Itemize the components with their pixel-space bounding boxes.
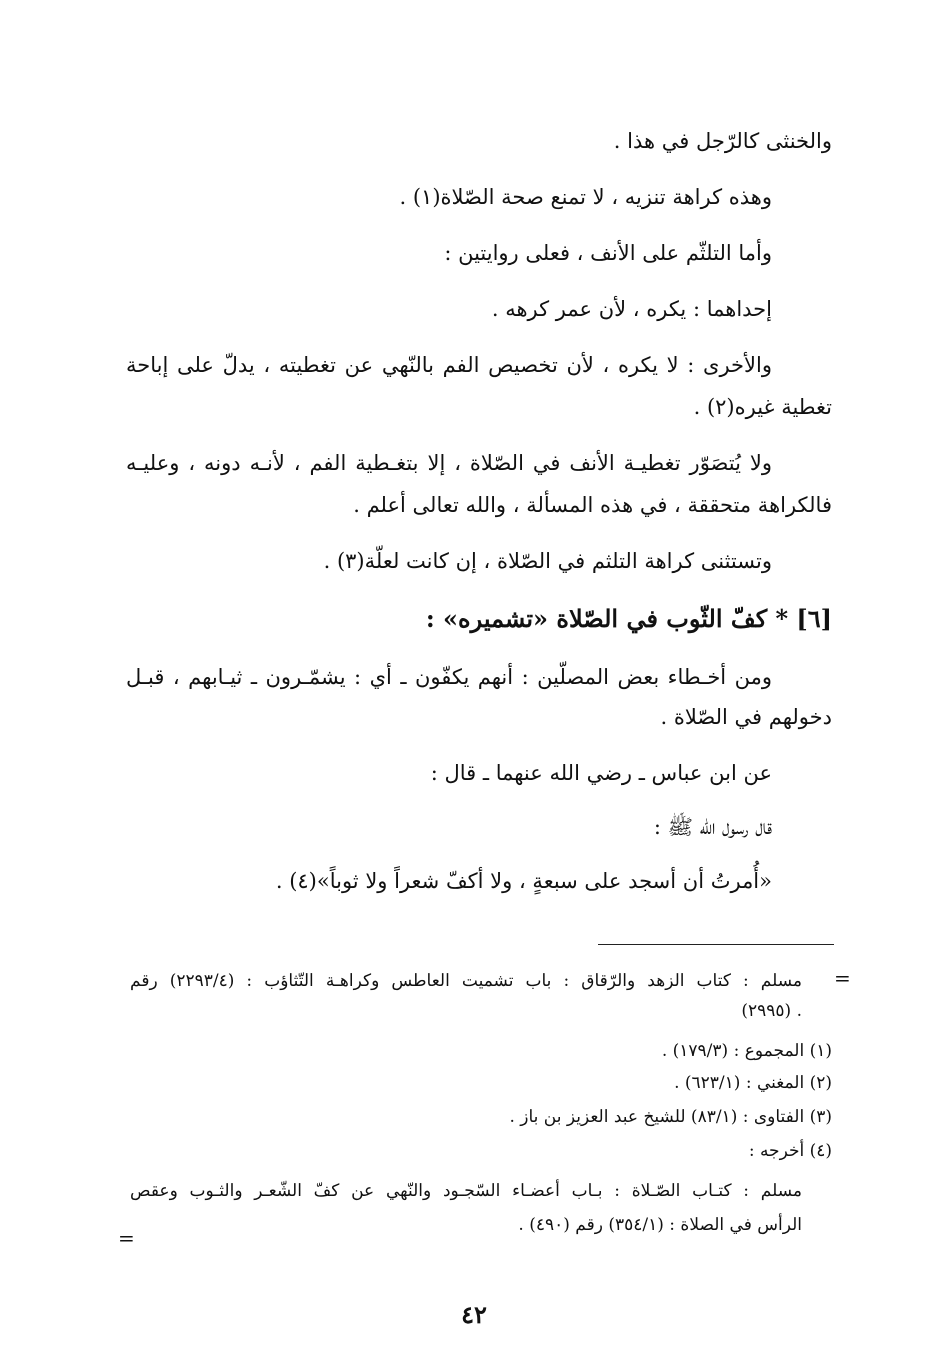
continuation-mark: = [834, 966, 851, 990]
text-line: ومن أخـطاء بعض المصلّين : أنهم يكفّون ـ أي : يشمّـرون ـ ثيـابهم ، قبـل [126, 665, 772, 689]
text-line: عن ابن عباس ـ رضي الله عنهما ـ قال : [430, 761, 772, 785]
text-line: فالكراهة متحققة ، في هذه المسألة ، والله تعالى أعلم . [353, 493, 832, 517]
text-line: وتستثنى كراهة التلثم في الصّلاة ، إن كانت لعلّة(٣) . [323, 549, 772, 573]
footnote-item: (١) المجموع : (١٧٩/٣) . [661, 1041, 832, 1061]
footnote-line: مسلم : كتـاب الصّـلاة : بـاب أعضـاء السّجـود والنّهي عن كفّ الشّعـر والثـوب وعقص [130, 1181, 802, 1201]
text-line: والخنثى كالرّجل في هذا . [613, 129, 832, 153]
footnote-separator [598, 944, 834, 945]
text-line: والأخرى : لا يكره ، لأن تخصيص الفم بالنّهي عن تغطيته ، يدلّ على إباحة [126, 353, 772, 377]
section-heading: [٦] * كفّ الثّوب في الصّلاة «تشميره» : [425, 604, 832, 633]
text-line: إحداهما : يكره ، لأن عمر كرهه . [491, 297, 772, 321]
footnote-item: (٣) الفتاوى : (٨٣/١) للشيخ عبد العزيز بن باز . [509, 1107, 832, 1127]
text-line: وأما التلثّم على الأنف ، فعلى روايتين : [444, 241, 772, 265]
text-line: وهذه كراهة تنزيه ، لا تمنع صحة الصّلاة(١) . [399, 185, 772, 209]
page-number: ٤٢ [461, 1300, 487, 1329]
footnote-item: (٤) أخرجه : [748, 1141, 832, 1161]
text-line: تغطية غيره(٢) . [693, 395, 832, 419]
footnote-line: (٢٩٩٥) . [741, 1001, 802, 1021]
continuation-mark: = [118, 1226, 135, 1250]
text-line: ولا يُتصَوّر تغطيـة الأنف في الصّلاة ، إلا بتغـطية الفم ، لأنـه دونه ، وعليـه [126, 451, 772, 475]
footnote-line: مسلم : كتاب الزهد والرّقاق : باب تشميت العاطس وكراهـة التّثاؤب : (٢٢٩٣/٤) رقم [130, 971, 802, 991]
text-line: قال رسول الله ﷺ : [653, 815, 772, 839]
footnote-item: (٢) المغني : (٦٢٣/١) . [674, 1073, 832, 1093]
footnote-line: الرأس في الصلاة : (٣٥٤/١) رقم (٤٩٠) . [518, 1215, 802, 1235]
text-line: دخولهم في الصّلاة . [660, 705, 832, 729]
hadith-quote: «أُمرتُ أن أسجد على سبعةٍ ، ولا أكفّ شعراً ولا ثوباً»(٤) . [275, 869, 772, 893]
